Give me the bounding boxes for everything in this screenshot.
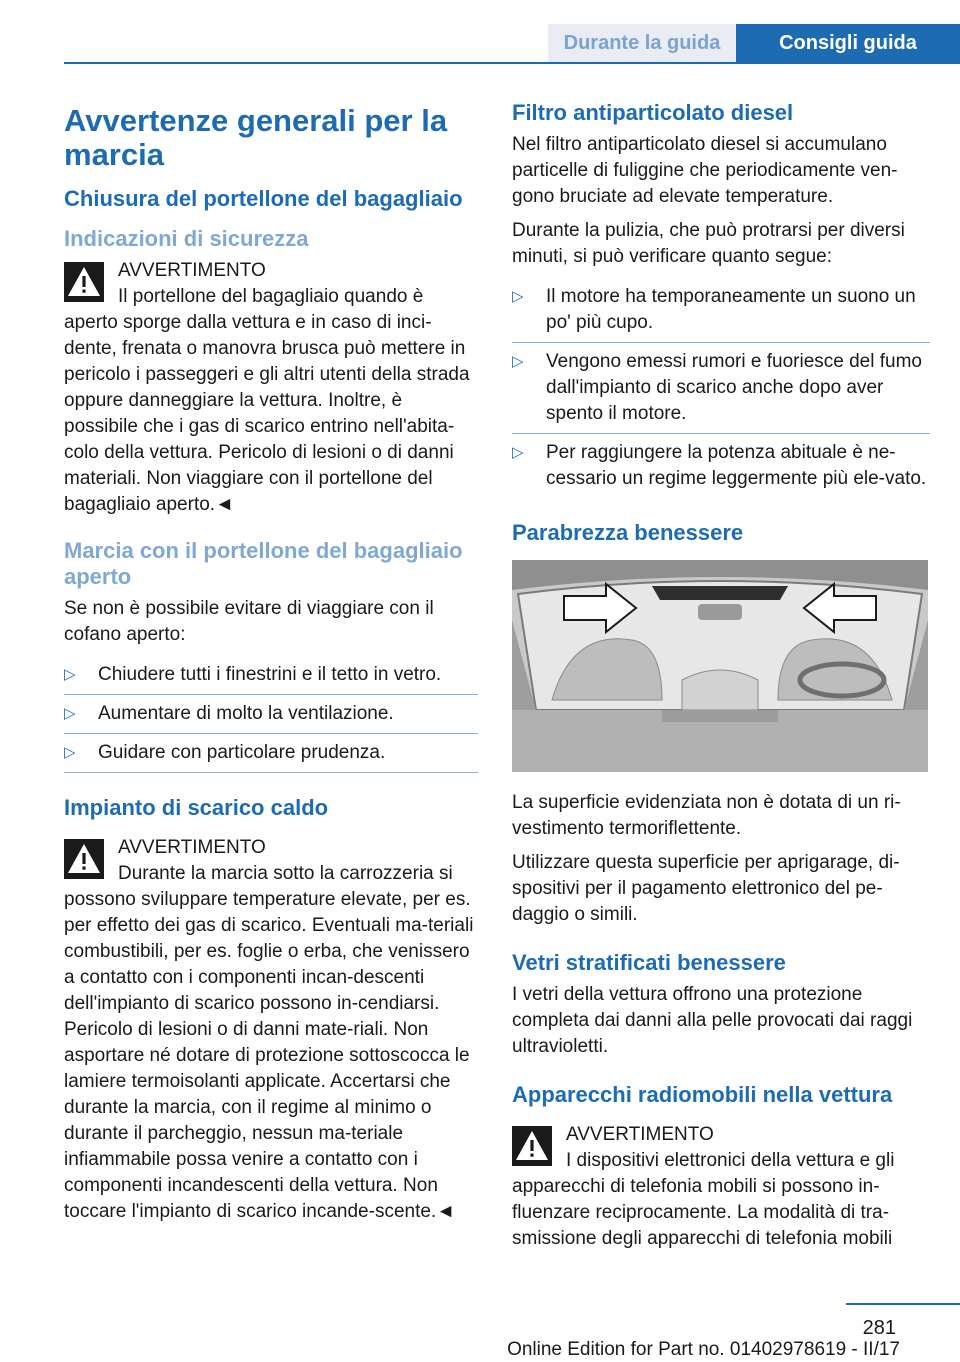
triangle-right-outline-icon: ▷ [512,288,524,305]
list-item [64,656,478,695]
warning-triangle-icon [512,1126,552,1166]
warning-label: AVVERTIMENTO [566,1124,714,1145]
section-tab: Durante la guida [548,24,736,62]
page-header [0,0,960,64]
warning-label: AVVERTIMENTO [118,837,266,858]
list-item-text: Aumentare di molto la ventilazione. [98,703,394,724]
footer-rule [846,1303,960,1305]
open-tailgate-heading: Marcia con il portellone del bagagliaio aperto [64,538,463,589]
windshield-illustration [512,560,928,772]
warning-triangle-icon [64,262,104,302]
filter-text: Nel filtro antiparticolato diesel si accumulano particelle di fuliggine che periodicamente ven‐gono bruciate ad elevate temperature. [512,134,898,207]
filter-text: Durante la pulizia, che può protrarsi per diversi minuti, si può verificare quanto segue: [512,220,905,267]
filter-heading: Filtro antiparticolato diesel [512,100,794,125]
triangle-right-outline-icon: ▷ [512,353,524,370]
glass-text: I vetri della vettura offrono una protezione completa dai danni alla pelle provocati dai raggi ultravioletti. [512,984,913,1057]
list-item-text: Per raggiungere la potenza abituale è ne‐cessario un regime leggermente più ele‐vato. [546,442,927,489]
windshield-heading: Parabrezza benessere [512,520,744,545]
list-item [64,695,478,734]
list-item [512,343,930,434]
list-item-text: Il motore ha temporaneamente un suono un po' più cupo. [546,286,916,333]
triangle-right-outline-icon: ▷ [64,744,76,761]
page-number: 281 [862,1317,896,1339]
list-item [64,734,478,773]
radio-warning [512,1122,930,1252]
exhaust-heading: Impianto di scarico caldo [64,795,329,820]
header-rule [64,62,960,64]
open-tailgate-intro: Se non è possibile evitare di viaggiare con il cofano aperto: [64,598,434,645]
glass-heading: Vetri stratificati benessere [512,950,786,975]
radio-heading: Apparecchi radiomobili nella vettura [512,1082,893,1107]
safety-heading: Indicazioni di sicurezza [64,226,309,251]
tailgate-heading: Chiusura del portellone del bagagliaio [64,186,463,211]
chapter-tab: Consigli guida [736,24,960,62]
triangle-right-outline-icon: ▷ [64,705,76,722]
page-title: Avvertenze generali per la marcia [64,103,448,172]
warning-text: I dispositivi elettronici della vettura e gli apparecchi di telefonia mobili si possono in‐fluenzare reciprocamente. La modalità di tra‐smissione degli apparecchi di telefonia mobili [512,1150,895,1249]
warning-label: AVVERTIMENTO [118,260,266,281]
warning-triangle-icon [64,839,104,879]
list-item-text: Vengono emessi rumori e fuoriesce del fumo dall'impianto di scarico anche dopo aver spento il motore. [546,351,922,424]
warning-text: Durante la marcia sotto la carrozzeria si possono sviluppare temperature elevate, per es. per effetto dei gas di scarico. Eventuali ma‐teriali combustibili, per es. foglie o erba, che venissero a contatto con i componenti incan‐descenti dell'impianto di scarico possono in‐cendiarsi. Pericolo di lesioni o di danni mate‐riali. Non asportare né dotare di protezione sottoscocca le lamiere termoisolanti applicate. Accertarsi che durante la marcia, con il regime al minimo o durante il parcheggio, nessun ma‐teriale infiammabile possa venire a contatto con i componenti incandescenti della vettura. Non toccare l'impianto di scarico incande‐scente.◄ [64,863,474,1222]
warning-text: Il portellone del bagagliaio quando è aperto sporge dalla vettura e in caso di inci‐dente, frenata o manovra brusca può mettere in pericolo i passeggeri e gli altri utenti della strada oppure danneggiare la vettura. Inoltre, è possibile che i gas di scarico entrino nell'abita‐colo della vettura. Pericolo di lesioni o di danni materiali. Non viaggiare con il portellone del bagagliaio aperto.◄ [64,286,470,515]
open-tailgate-list [64,656,478,773]
list-item [512,278,930,343]
windshield-text: La superficie evidenziata non è dotata di un ri‐vestimento termoriflettente. [512,792,901,839]
filter-list [512,278,930,498]
edition-note: Online Edition for Part no. 01402978619 - II/17 [507,1339,900,1360]
exhaust-warning [64,835,478,1225]
list-item [512,434,930,498]
triangle-right-outline-icon: ▷ [64,666,76,683]
list-item-text: Guidare con particolare prudenza. [98,742,386,763]
tailgate-warning [64,258,478,518]
right-column [512,100,930,1260]
triangle-right-outline-icon: ▷ [512,444,524,461]
list-item-text: Chiudere tutti i finestrini e il tetto in vetro. [98,664,442,685]
windshield-text: Utilizzare questa superficie per aprigarage, di‐spositivi per il pagamento elettronico del pe‐daggio o simili. [512,852,900,925]
left-column [64,100,478,1233]
